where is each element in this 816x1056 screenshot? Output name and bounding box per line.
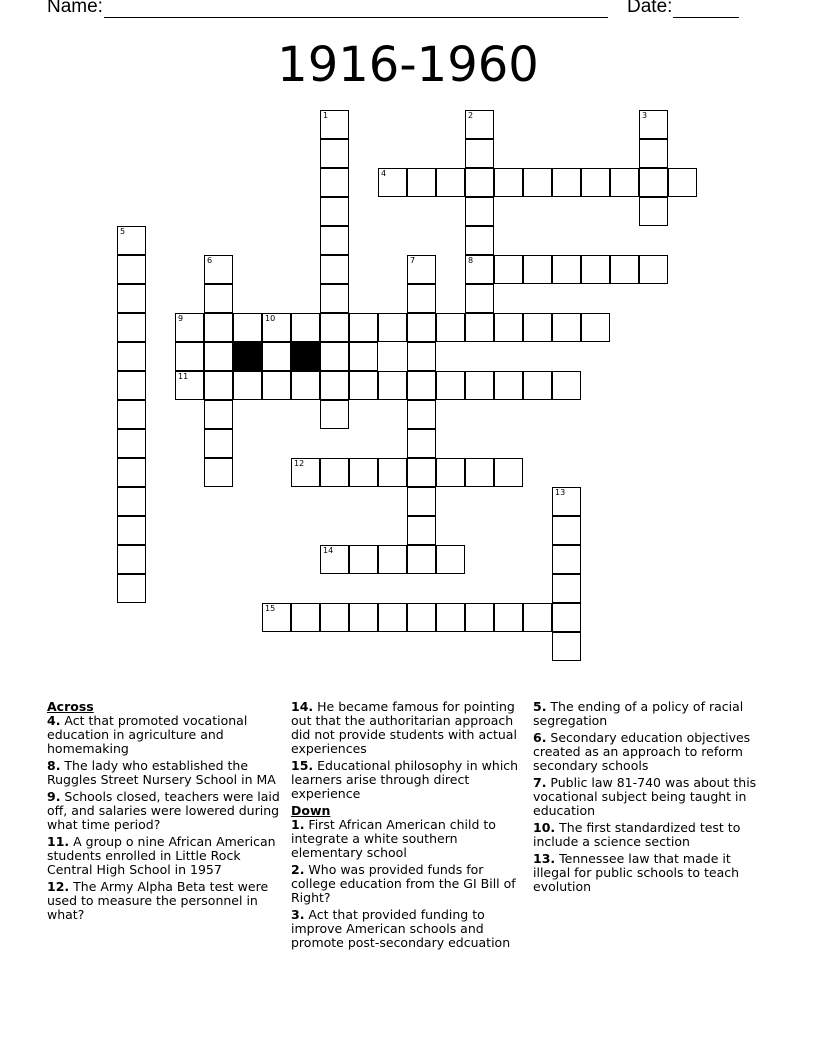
grid-cell[interactable] [523,255,552,284]
grid-cell[interactable] [465,313,494,342]
grid-cell[interactable] [436,545,465,574]
grid-cell[interactable] [233,313,262,342]
clue-text: Public law 81-740 was about this vocational subject being taught in education [533,775,757,818]
cell-number: 3 [642,111,648,120]
grid-cell[interactable] [552,545,581,574]
date-label: Date: [627,0,673,17]
page-title: 1916-1960 [277,37,539,93]
down-clue [533,852,769,894]
grid-cell[interactable] [465,197,494,226]
clue-number: 5. [533,699,547,714]
across-heading: Across [47,699,94,714]
clues-column-2 [291,700,527,953]
grid-cell[interactable] [436,371,465,400]
grid-cell[interactable] [523,603,552,632]
grid-cell[interactable] [465,255,494,284]
cell-number: 12 [294,459,305,468]
grid-cell[interactable] [175,371,204,400]
grid-cell[interactable] [639,197,668,226]
grid-cell[interactable] [320,168,349,197]
grid-cell[interactable] [639,139,668,168]
across-clue [47,880,283,922]
grid-cell[interactable] [204,255,233,284]
clue-number: 7. [533,775,547,790]
down-clue [533,731,769,773]
down-clue-list-continued [533,700,769,894]
grid-cell[interactable] [639,110,668,139]
clue-number: 11. [47,834,70,849]
across-clue [47,714,283,756]
grid-cell[interactable] [117,574,146,603]
grid-cell[interactable] [349,313,378,342]
grid-cell[interactable] [378,313,407,342]
clue-number: 3. [291,907,305,922]
clue-text: The Army Alpha Beta test were used to measure the personnel in what? [47,879,269,922]
grid-cell-blocked [233,342,262,371]
clue-number: 4. [47,713,61,728]
grid-cell[interactable] [523,168,552,197]
clue-number: 10. [533,820,556,835]
grid-cell[interactable] [320,603,349,632]
down-clue [533,776,769,818]
grid-cell[interactable] [320,110,349,139]
clue-number: 14. [291,699,314,714]
grid-cell[interactable] [465,168,494,197]
clue-text: Schools closed, teachers were laid off, and salaries were lowered during what time period? [47,789,280,832]
grid-cell[interactable] [320,226,349,255]
clue-number: 12. [47,879,70,894]
grid-cell[interactable] [407,342,436,371]
grid-cell[interactable] [349,342,378,371]
grid-cell[interactable] [465,110,494,139]
grid-cell[interactable] [262,342,291,371]
clue-number: 13. [533,851,556,866]
clue-text: He became famous for pointing out that the authoritarian approach did not provide students with actual experiences [291,699,517,756]
grid-cell[interactable] [552,371,581,400]
grid-cell[interactable] [407,516,436,545]
clue-number: 1. [291,817,305,832]
grid-cell[interactable] [291,458,320,487]
grid-cell[interactable] [494,168,523,197]
grid-cell[interactable] [407,168,436,197]
grid-cell[interactable] [407,545,436,574]
grid-cell[interactable] [552,603,581,632]
grid-cell[interactable] [378,371,407,400]
grid-cell[interactable] [552,632,581,661]
clue-number: 9. [47,789,61,804]
grid-cell[interactable] [117,371,146,400]
grid-cell[interactable] [204,313,233,342]
grid-cell[interactable] [494,603,523,632]
grid-cell[interactable] [320,284,349,313]
cell-number: 5 [120,227,126,236]
grid-cell[interactable] [436,168,465,197]
grid-cell[interactable] [320,400,349,429]
grid-cell[interactable] [639,168,668,197]
grid-cell[interactable] [465,603,494,632]
grid-cell[interactable] [378,458,407,487]
grid-cell[interactable] [291,603,320,632]
grid-cell[interactable] [320,342,349,371]
grid-cell[interactable] [465,284,494,313]
grid-cell[interactable] [523,313,552,342]
down-clue-list [291,818,527,950]
grid-cell[interactable] [204,342,233,371]
grid-cell[interactable] [175,342,204,371]
grid-cell[interactable] [407,400,436,429]
grid-cell[interactable] [291,371,320,400]
clue-text: A group o nine African American students enrolled in Little Rock Central High School in 1957 [47,834,276,877]
clue-text: The lady who established the Ruggles Street Nursery School in MA [47,758,276,787]
clue-number: 8. [47,758,61,773]
grid-cell[interactable] [552,487,581,516]
down-clue [291,818,527,860]
grid-cell[interactable] [610,255,639,284]
cell-number: 1 [323,111,329,120]
grid-cell[interactable] [494,313,523,342]
grid-cell[interactable] [494,458,523,487]
cell-number: 13 [555,488,566,497]
grid-cell[interactable] [233,371,262,400]
cell-number: 2 [468,111,474,120]
grid-cell[interactable] [320,197,349,226]
down-clue [533,700,769,728]
clue-text: Educational philosophy in which learners arise through direct experience [291,758,519,801]
grid-cell[interactable] [320,458,349,487]
grid-cell[interactable] [349,371,378,400]
grid-cell[interactable] [117,226,146,255]
grid-cell[interactable] [320,313,349,342]
grid-cell[interactable] [349,603,378,632]
cell-number: 10 [265,314,276,323]
grid-cell[interactable] [465,226,494,255]
grid-cell[interactable] [465,139,494,168]
down-clue [533,821,769,849]
grid-cell[interactable] [407,603,436,632]
grid-cell[interactable] [378,545,407,574]
across-clue-list [47,714,283,922]
clue-text: Who was provided funds for college education from the GI Bill of Right? [291,862,516,905]
cell-number: 9 [178,314,184,323]
grid-cell[interactable] [349,458,378,487]
cell-number: 7 [410,256,416,265]
clue-text: The ending of a policy of racial segregation [533,699,744,728]
clue-number: 15. [291,758,314,773]
grid-cell[interactable] [262,313,291,342]
grid-cell[interactable] [262,603,291,632]
clues-column-3 [533,700,769,897]
grid-cell[interactable] [349,545,378,574]
grid-cell[interactable] [668,168,697,197]
grid-cell[interactable] [465,458,494,487]
grid-cell[interactable] [494,371,523,400]
grid-cell[interactable] [204,371,233,400]
cell-number: 15 [265,604,276,613]
across-clue [291,700,527,756]
grid-cell[interactable] [117,487,146,516]
across-clue [47,835,283,877]
clue-text: Act that provided funding to improve American schools and promote post-secondary edcuation [291,907,511,950]
grid-cell[interactable] [117,284,146,313]
grid-cell[interactable] [378,168,407,197]
grid-cell[interactable] [552,168,581,197]
grid-cell[interactable] [117,458,146,487]
cell-number: 11 [178,372,189,381]
grid-cell[interactable] [436,603,465,632]
cell-number: 4 [381,169,387,178]
cell-number: 14 [323,546,334,555]
clue-text: Act that promoted vocational education in agriculture and homemaking [47,713,248,756]
grid-cell[interactable] [378,603,407,632]
grid-cell[interactable] [117,313,146,342]
grid-cell[interactable] [581,168,610,197]
grid-cell[interactable] [581,313,610,342]
across-clue [47,790,283,832]
clue-number: 6. [533,730,547,745]
grid-cell[interactable] [262,371,291,400]
clue-text: Secondary education objectives created as an approach to reform secondary schools [533,730,751,773]
grid-cell[interactable] [117,516,146,545]
grid-cell[interactable] [436,313,465,342]
clues-column-1 [47,700,283,925]
grid-cell[interactable] [436,458,465,487]
across-clue-list-continued [291,700,527,801]
grid-cell[interactable] [117,545,146,574]
down-clue [291,863,527,905]
grid-cell[interactable] [407,429,436,458]
grid-cell[interactable] [407,487,436,516]
grid-cell[interactable] [494,255,523,284]
grid-cell[interactable] [320,371,349,400]
grid-cell[interactable] [320,139,349,168]
grid-cell[interactable] [204,458,233,487]
down-clue [291,908,527,950]
grid-cell[interactable] [465,371,494,400]
down-heading: Down [291,803,331,818]
clue-number: 2. [291,862,305,877]
grid-cell[interactable] [204,429,233,458]
grid-cell[interactable] [117,429,146,458]
grid-cell[interactable] [639,255,668,284]
grid-cell[interactable] [320,255,349,284]
grid-cell-blocked [291,342,320,371]
grid-cell[interactable] [581,255,610,284]
across-clue [47,759,283,787]
grid-cell[interactable] [117,400,146,429]
cell-number: 8 [468,256,474,265]
grid-cell[interactable] [552,313,581,342]
grid-cell[interactable] [175,313,204,342]
grid-cell[interactable] [320,545,349,574]
grid-cell[interactable] [407,458,436,487]
grid-cell[interactable] [204,400,233,429]
grid-cell[interactable] [610,168,639,197]
grid-cell[interactable] [552,574,581,603]
grid-cell[interactable] [407,371,436,400]
clue-text: First African American child to integrate a white southern elementary school [291,817,496,860]
grid-cell[interactable] [117,255,146,284]
cell-number: 6 [207,256,213,265]
grid-cell[interactable] [117,342,146,371]
across-clue [291,759,527,801]
clue-text: Tennessee law that made it illegal for public schools to teach evolution [533,851,740,894]
grid-cell[interactable] [552,255,581,284]
grid-cell[interactable] [552,516,581,545]
grid-cell[interactable] [407,255,436,284]
name-label: Name: [47,0,103,17]
clue-text: The first standardized test to include a science section [533,820,741,849]
grid-cell[interactable] [523,371,552,400]
grid-cell[interactable] [407,313,436,342]
grid-cell[interactable] [204,284,233,313]
grid-cell[interactable] [291,313,320,342]
grid-cell[interactable] [407,284,436,313]
